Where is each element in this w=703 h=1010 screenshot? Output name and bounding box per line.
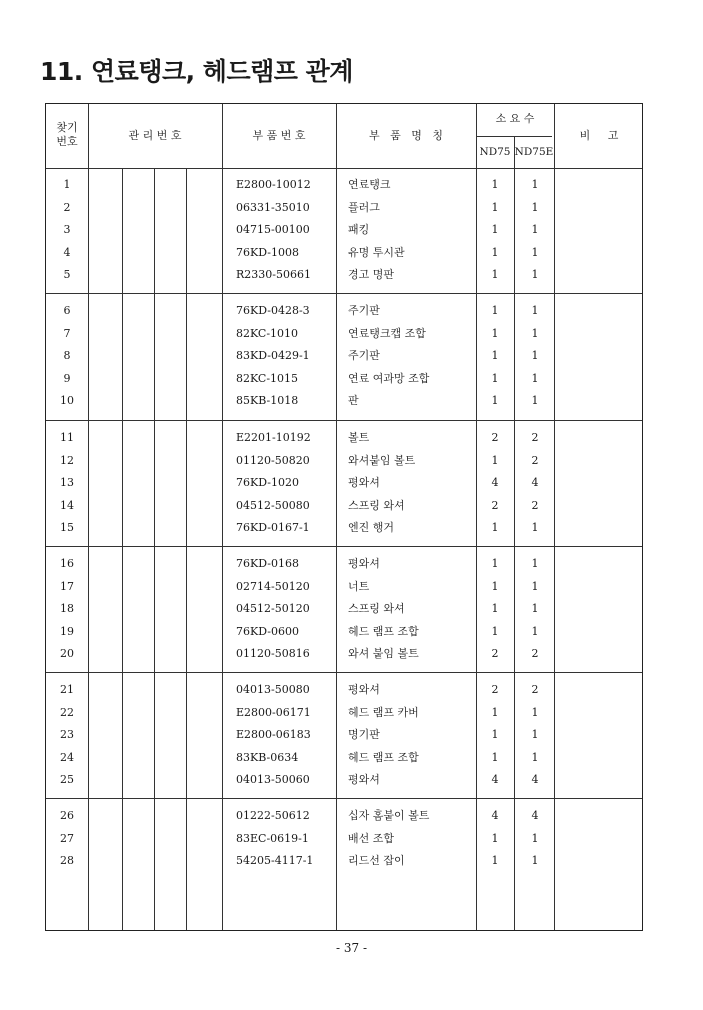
part-number-cell: 02714-50120 bbox=[236, 579, 310, 593]
find-number-cell: 8 bbox=[63, 349, 71, 362]
qty-nd75-cell: 2 bbox=[491, 431, 499, 444]
qty-nd75e-cell: 1 bbox=[531, 854, 539, 867]
find-number-cell: 1 bbox=[63, 178, 71, 191]
part-name-cell: 리드선 잡이 bbox=[348, 854, 405, 867]
part-name-cell: 플러그 bbox=[348, 200, 380, 214]
qty-nd75e-cell: 2 bbox=[531, 431, 539, 444]
qty-nd75e-cell: 2 bbox=[531, 647, 539, 660]
find-number-cell: 13 bbox=[60, 476, 74, 489]
find-number-cell: 11 bbox=[60, 431, 74, 444]
part-name-cell: 명기판 bbox=[348, 728, 380, 741]
part-number-cell: E2800-10012 bbox=[236, 178, 311, 191]
qty-nd75e-cell: 1 bbox=[531, 349, 539, 362]
qty-nd75-cell: 1 bbox=[491, 579, 499, 593]
part-number-cell: 76KD-1008 bbox=[236, 245, 299, 259]
find-number-cell: 25 bbox=[60, 773, 74, 786]
part-name-cell: 유명 투시관 bbox=[348, 245, 405, 259]
part-name-cell: 엔진 행거 bbox=[348, 521, 395, 534]
part-name-cell: 평와셔 bbox=[348, 683, 380, 696]
qty-nd75e-cell: 1 bbox=[531, 245, 539, 259]
group-divider bbox=[46, 672, 642, 673]
qty-nd75e-cell: 1 bbox=[531, 557, 539, 570]
qty-nd75e-cell: 1 bbox=[531, 304, 539, 317]
group-divider bbox=[46, 798, 642, 799]
part-name-cell: 연료 여과망 조합 bbox=[348, 371, 430, 385]
qty-header-divider bbox=[476, 136, 552, 137]
part-name-cell: 경고 명판 bbox=[348, 268, 395, 281]
part-name-cell: 와셔 붙임 볼트 bbox=[348, 647, 419, 660]
part-name-cell: 주기판 bbox=[348, 304, 380, 317]
qty-nd75-cell: 1 bbox=[491, 223, 499, 236]
find-number-cell: 16 bbox=[60, 557, 74, 570]
part-number-cell: 76KD-0600 bbox=[236, 624, 299, 638]
qty-nd75e-cell: 1 bbox=[531, 371, 539, 385]
find-number-cell: 2 bbox=[63, 200, 71, 214]
part-name-cell: 연료탱크 bbox=[348, 178, 391, 191]
part-name-cell: 와셔붙임 볼트 bbox=[348, 453, 416, 467]
qty-nd75e-cell: 2 bbox=[531, 498, 539, 512]
qty-nd75-cell: 2 bbox=[491, 683, 499, 696]
col-divider bbox=[88, 104, 89, 930]
qty-nd75e-cell: 1 bbox=[531, 223, 539, 236]
qty-nd75e-cell: 1 bbox=[531, 326, 539, 340]
part-number-cell: 82KC-1010 bbox=[236, 326, 299, 340]
parts-table bbox=[45, 103, 643, 931]
qty-nd75e-cell: 1 bbox=[531, 728, 539, 741]
find-number-cell: 12 bbox=[60, 453, 74, 467]
part-number-cell: 85KB-1018 bbox=[236, 394, 299, 407]
qty-nd75e-cell: 1 bbox=[531, 178, 539, 191]
qty-nd75-cell: 4 bbox=[491, 773, 499, 786]
part-name-cell: 평와셔 bbox=[348, 773, 380, 786]
qty-nd75-cell: 1 bbox=[491, 854, 499, 867]
find-number-cell: 18 bbox=[60, 602, 74, 615]
part-name-cell: 십자 홈붙이 볼트 bbox=[348, 809, 430, 822]
find-number-cell: 5 bbox=[63, 268, 71, 281]
part-number-cell: E2201-10192 bbox=[236, 431, 311, 444]
part-name-cell: 평와셔 bbox=[348, 557, 380, 570]
qty-nd75-cell: 1 bbox=[491, 750, 499, 764]
qty-nd75e-cell: 1 bbox=[531, 200, 539, 214]
col-divider bbox=[336, 104, 337, 930]
find-number-cell: 27 bbox=[60, 831, 74, 845]
part-name-cell: 연료탱크캡 조합 bbox=[348, 326, 426, 340]
qty-nd75e-cell: 1 bbox=[531, 831, 539, 845]
find-number-cell: 22 bbox=[60, 705, 74, 719]
find-number-cell: 19 bbox=[60, 624, 74, 638]
part-number-cell: 54205-4117-1 bbox=[236, 854, 314, 867]
qty-nd75e-cell: 1 bbox=[531, 602, 539, 615]
header-bottom-line bbox=[46, 168, 642, 169]
col-divider bbox=[554, 104, 555, 930]
qty-nd75-cell: 1 bbox=[491, 268, 499, 281]
qty-nd75-cell: 1 bbox=[491, 326, 499, 340]
find-number-cell: 10 bbox=[60, 394, 74, 407]
part-number-cell: 01222-50612 bbox=[236, 809, 310, 822]
qty-nd75-cell: 1 bbox=[491, 728, 499, 741]
part-name-cell: 헤드 램프 조합 bbox=[348, 624, 419, 638]
qty-nd75-cell: 2 bbox=[491, 647, 499, 660]
part-number-cell: 82KC-1015 bbox=[236, 371, 299, 385]
qty-nd75e-cell: 1 bbox=[531, 624, 539, 638]
part-name-cell: 헤드 램프 조합 bbox=[348, 750, 419, 764]
find-number-cell: 21 bbox=[60, 683, 74, 696]
qty-nd75-cell: 1 bbox=[491, 602, 499, 615]
qty-nd75-cell: 1 bbox=[491, 831, 499, 845]
part-number-cell: 04013-50080 bbox=[236, 683, 310, 696]
find-number-cell: 23 bbox=[60, 728, 74, 741]
qty-nd75e-cell: 2 bbox=[531, 683, 539, 696]
find-number-cell: 9 bbox=[63, 371, 71, 385]
qty-nd75-cell: 1 bbox=[491, 245, 499, 259]
qty-nd75-cell: 1 bbox=[491, 200, 499, 214]
col-divider bbox=[122, 168, 123, 930]
part-name-cell: 헤드 램프 카버 bbox=[348, 705, 419, 719]
part-number-cell: 04512-50080 bbox=[236, 498, 310, 512]
qty-nd75e-cell: 1 bbox=[531, 521, 539, 534]
header-part-no: 부 품 번 호 bbox=[252, 129, 306, 142]
qty-nd75-cell: 1 bbox=[491, 705, 499, 719]
qty-nd75e-cell: 4 bbox=[531, 773, 539, 786]
qty-nd75-cell: 1 bbox=[491, 394, 499, 407]
part-name-cell: 볼트 bbox=[348, 431, 370, 444]
find-number-cell: 6 bbox=[63, 304, 71, 317]
qty-nd75-cell: 2 bbox=[491, 498, 499, 512]
part-number-cell: 83KB-0634 bbox=[236, 750, 299, 764]
header-nd75e: ND75E bbox=[514, 146, 554, 158]
header-control-no: 관 리 번 호 bbox=[128, 129, 182, 142]
qty-nd75-cell: 1 bbox=[491, 349, 499, 362]
header-nd75: ND75 bbox=[479, 146, 511, 158]
part-name-cell: 너트 bbox=[348, 579, 370, 593]
part-name-cell: 패킹 bbox=[348, 223, 370, 236]
col-divider bbox=[514, 136, 515, 930]
part-number-cell: 01120-50816 bbox=[236, 647, 310, 660]
qty-nd75e-cell: 4 bbox=[531, 476, 539, 489]
qty-nd75e-cell: 1 bbox=[531, 705, 539, 719]
part-name-cell: 배선 조합 bbox=[348, 831, 395, 845]
part-number-cell: 01120-50820 bbox=[236, 453, 310, 467]
qty-nd75e-cell: 1 bbox=[531, 394, 539, 407]
col-divider bbox=[186, 168, 187, 930]
qty-nd75e-cell: 1 bbox=[531, 579, 539, 593]
part-name-cell: 판 bbox=[348, 394, 359, 407]
qty-nd75e-cell: 1 bbox=[531, 750, 539, 764]
part-number-cell: 76KD-0168 bbox=[236, 557, 299, 570]
qty-nd75e-cell: 2 bbox=[531, 453, 539, 467]
find-number-cell: 26 bbox=[60, 809, 74, 822]
header-quantity: 소 요 수 bbox=[495, 112, 535, 125]
find-number-cell: 28 bbox=[60, 854, 74, 867]
find-number-cell: 17 bbox=[60, 579, 74, 593]
col-divider bbox=[154, 168, 155, 930]
col-divider bbox=[222, 104, 223, 930]
qty-nd75e-cell: 4 bbox=[531, 809, 539, 822]
find-number-cell: 24 bbox=[60, 750, 74, 764]
qty-nd75-cell: 4 bbox=[491, 476, 499, 489]
find-number-cell: 15 bbox=[60, 521, 74, 534]
qty-nd75-cell: 1 bbox=[491, 557, 499, 570]
part-name-cell: 스프링 와셔 bbox=[348, 498, 405, 512]
find-number-cell: 3 bbox=[63, 223, 71, 236]
qty-nd75-cell: 1 bbox=[491, 371, 499, 385]
part-number-cell: R2330-50661 bbox=[236, 268, 311, 281]
find-number-cell: 7 bbox=[63, 326, 71, 340]
qty-nd75-cell: 1 bbox=[491, 304, 499, 317]
part-number-cell: 83KD-0429-1 bbox=[236, 349, 310, 362]
part-number-cell: E2800-06171 bbox=[236, 705, 311, 719]
page-title: 11. 연료탱크, 헤드램프 관계 bbox=[40, 57, 353, 86]
part-number-cell: 76KD-1020 bbox=[236, 476, 299, 489]
qty-nd75-cell: 1 bbox=[491, 453, 499, 467]
qty-nd75-cell: 1 bbox=[491, 521, 499, 534]
part-name-cell: 스프링 와셔 bbox=[348, 602, 405, 615]
part-name-cell: 주기판 bbox=[348, 349, 380, 362]
header-find-no: 찾기 번호 bbox=[56, 121, 78, 148]
part-number-cell: 04512-50120 bbox=[236, 602, 310, 615]
header-part-name: 부 품 명 칭 bbox=[369, 129, 443, 142]
part-number-cell: 04715-00100 bbox=[236, 223, 310, 236]
part-number-cell: 06331-35010 bbox=[236, 200, 310, 214]
qty-nd75-cell: 4 bbox=[491, 809, 499, 822]
group-divider bbox=[46, 546, 642, 547]
group-divider bbox=[46, 420, 642, 421]
find-number-cell: 4 bbox=[63, 245, 71, 259]
group-divider bbox=[46, 293, 642, 294]
qty-nd75-cell: 1 bbox=[491, 178, 499, 191]
part-name-cell: 평와셔 bbox=[348, 476, 380, 489]
header-remarks: 비 고 bbox=[579, 129, 619, 142]
col-divider bbox=[476, 104, 477, 930]
page-number: - 37 - bbox=[335, 941, 367, 955]
find-number-cell: 20 bbox=[60, 647, 74, 660]
part-number-cell: 76KD-0428-3 bbox=[236, 304, 310, 317]
qty-nd75-cell: 1 bbox=[491, 624, 499, 638]
part-number-cell: 83EC-0619-1 bbox=[236, 831, 309, 845]
part-number-cell: 04013-50060 bbox=[236, 773, 310, 786]
qty-nd75e-cell: 1 bbox=[531, 268, 539, 281]
part-number-cell: 76KD-0167-1 bbox=[236, 521, 310, 534]
part-number-cell: E2800-06183 bbox=[236, 728, 311, 741]
find-number-cell: 14 bbox=[60, 498, 74, 512]
